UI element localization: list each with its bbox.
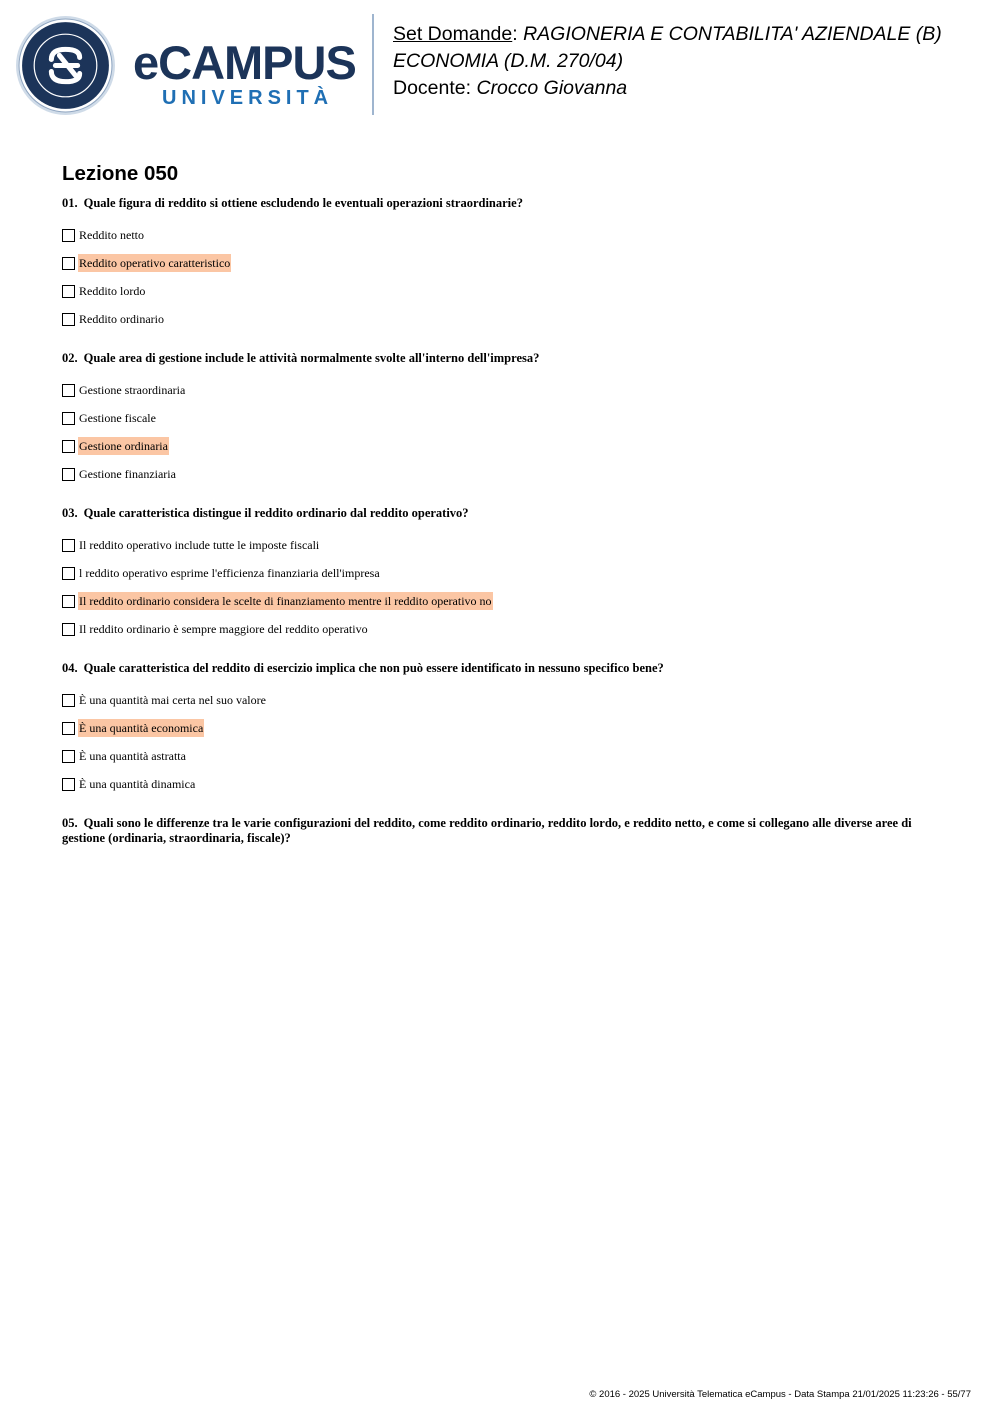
- answer-option[interactable]: [62, 714, 942, 742]
- question-number: 01.: [62, 196, 78, 210]
- ecampus-logo-wordmark: eCAMPUS: [133, 36, 356, 89]
- answer-label: Il reddito ordinario è sempre maggiore del reddito operativo: [79, 622, 368, 636]
- questions-list: [62, 196, 942, 846]
- question-text: [62, 816, 942, 846]
- answer-label: Reddito lordo: [79, 284, 146, 298]
- answer-option[interactable]: [62, 277, 942, 305]
- question-number: 03.: [62, 506, 78, 520]
- set-title-line-2: [393, 48, 983, 75]
- answer-label: Il reddito operativo include tutte le imposte fiscali: [79, 538, 320, 552]
- question-text: [62, 661, 942, 676]
- answer-option[interactable]: [62, 587, 942, 615]
- question-text: [62, 351, 942, 366]
- answer-label: È una quantità mai certa nel suo valore: [79, 693, 266, 707]
- answer-label: l reddito operativo esprime l'efficienza finanziaria dell'impresa: [79, 566, 380, 580]
- answer-label: Reddito ordinario: [79, 312, 164, 326]
- answer-checkbox[interactable]: [62, 285, 75, 298]
- question-label: Quale caratteristica del reddito di esercizio implica che non può essere identificato in nessuno specifico bene?: [83, 661, 664, 675]
- answer-checkbox[interactable]: [62, 384, 75, 397]
- answer-checkbox[interactable]: [62, 257, 75, 270]
- answer-option[interactable]: [62, 249, 942, 277]
- answer-checkbox[interactable]: [62, 694, 75, 707]
- answer-label: È una quantità dinamica: [79, 777, 196, 791]
- answer-option[interactable]: [62, 559, 942, 587]
- question-number: 02.: [62, 351, 78, 365]
- answer-option[interactable]: [62, 742, 942, 770]
- question-label: Quale area di gestione include le attività normalmente svolte all'interno dell'impresa?: [83, 351, 540, 365]
- set-title-line-1: Set Domande: RAGIONERIA E CONTABILITA' AZIENDALE (B): [393, 23, 942, 45]
- answer-option[interactable]: [62, 686, 942, 714]
- answer-label-highlighted: Reddito operativo caratteristico: [79, 256, 231, 270]
- ecampus-seal-logo-icon: [15, 15, 116, 116]
- answer-checkbox[interactable]: [62, 750, 75, 763]
- page-header: [0, 0, 1000, 130]
- question-label: Quale caratteristica distingue il reddito ordinario dal reddito operativo?: [83, 506, 469, 520]
- answer-option[interactable]: [62, 221, 942, 249]
- question-set: [62, 160, 942, 864]
- header-divider: [372, 14, 374, 115]
- set-info: [393, 21, 983, 102]
- answer-option[interactable]: [62, 770, 942, 798]
- answer-option[interactable]: [62, 404, 942, 432]
- answer-label: Reddito netto: [79, 228, 144, 242]
- page-footer: © 2016 - 2025 Università Telematica eCampus - Data Stampa 21/01/2025 11:23:26 - 55/77: [589, 1389, 971, 1400]
- docente-line: Docente: Crocco Giovanna: [393, 77, 628, 99]
- set-title-1: RAGIONERIA E CONTABILITA' AZIENDALE (B): [523, 23, 942, 45]
- question-03: [62, 506, 942, 643]
- answer-label: È una quantità astratta: [79, 749, 186, 763]
- answer-checkbox[interactable]: [62, 229, 75, 242]
- answer-label-highlighted: Gestione ordinaria: [79, 439, 168, 453]
- question-text: [62, 506, 942, 521]
- answer-option[interactable]: [62, 615, 942, 643]
- ecampus-logo-subtitle: UNIVERSITÀ: [162, 87, 334, 109]
- question-text: [62, 196, 942, 211]
- docente-label: Docente: [393, 77, 466, 99]
- question-number: 05.: [62, 816, 78, 830]
- question-number: 04.: [62, 661, 78, 675]
- answer-option[interactable]: [62, 376, 942, 404]
- answer-checkbox[interactable]: [62, 623, 75, 636]
- question-04: [62, 661, 942, 798]
- set-label: Set Domande: [393, 23, 513, 45]
- question-label: Quali sono le differenze tra le varie configurazioni del reddito, come reddito ordinario, reddito lordo, e reddito netto, e come si collegano alle diverse aree di gestione (ordinaria, straordinaria, fiscale)?: [62, 816, 912, 845]
- lesson-title: Lezione 050: [62, 162, 179, 185]
- set-title-2: ECONOMIA (D.M. 270/04): [393, 50, 624, 72]
- answer-label-highlighted: È una quantità economica: [79, 721, 204, 735]
- answer-option[interactable]: [62, 432, 942, 460]
- question-02: [62, 351, 942, 488]
- answer-option[interactable]: [62, 305, 942, 333]
- answer-option[interactable]: [62, 460, 942, 488]
- answer-checkbox[interactable]: [62, 539, 75, 552]
- answer-label: Gestione finanziaria: [79, 467, 176, 481]
- answer-checkbox[interactable]: [62, 468, 75, 481]
- docente-name: Crocco Giovanna: [476, 77, 628, 99]
- question-01: [62, 196, 942, 333]
- answer-option[interactable]: [62, 531, 942, 559]
- answer-checkbox[interactable]: [62, 778, 75, 791]
- answer-checkbox[interactable]: [62, 313, 75, 326]
- answer-checkbox[interactable]: [62, 440, 75, 453]
- question-05: [62, 816, 942, 846]
- answer-checkbox[interactable]: [62, 722, 75, 735]
- answer-checkbox[interactable]: [62, 567, 75, 580]
- answer-label: Gestione fiscale: [79, 411, 156, 425]
- answer-checkbox[interactable]: [62, 595, 75, 608]
- answer-label-highlighted: Il reddito ordinario considera le scelte di finanziamento mentre il reddito operativo no: [79, 594, 492, 608]
- answer-checkbox[interactable]: [62, 412, 75, 425]
- question-label: Quale figura di reddito si ottiene escludendo le eventuali operazioni straordinarie?: [83, 196, 523, 210]
- answer-label: Gestione straordinaria: [79, 383, 186, 397]
